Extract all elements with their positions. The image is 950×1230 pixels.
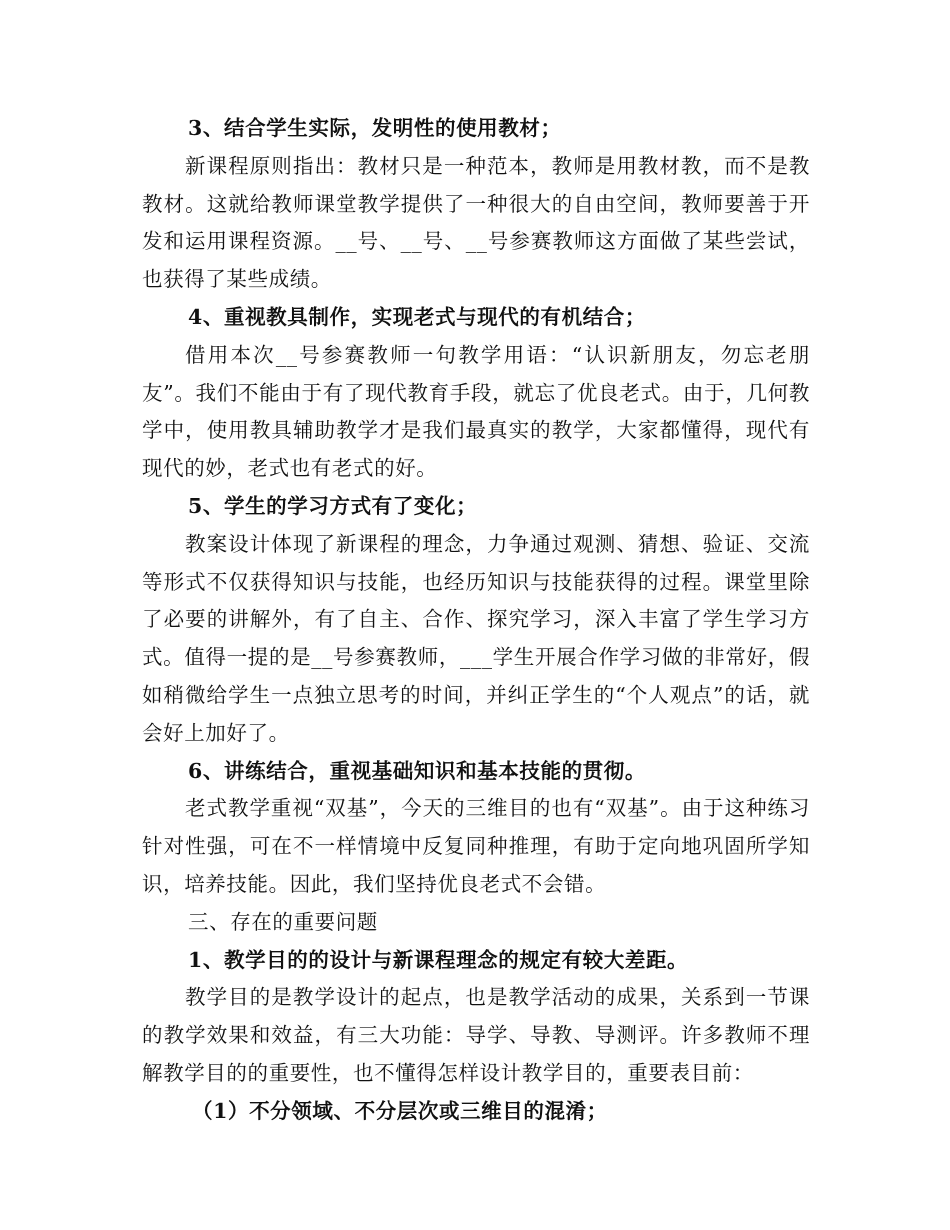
heading-item-6: 6、讲练结合，重视基础知识和基本技能的贯彻。 [188, 758, 646, 783]
heading-item-1: 1、教学目的的设计与新课程理念的规定有较大差距。 [188, 947, 689, 972]
heading-item-3: 3、结合学生实际，发明性的使用教材； [188, 116, 562, 140]
heading-item-5: 5、学生的学习方式有了变化； [188, 493, 478, 518]
body-paragraph: 教案设计体现了新课程的理念，力争通过观测、猜想、验证、交流等形式不仅获得知识与技能，也经历知识与技能获得的过程。课堂里除了必要的讲解外，有了自主、合作、探究学习，深入丰富了学生学习方式。值得一提的是__号参赛教师，___学生开展合作学习做的非常好，假如稍微给学生一点独立思考的时间，并纠正学生的“个人观点”的话，就会好上加好了。 [142, 531, 810, 745]
body-paragraph: 新课程原则指出：教材只是一种范本，教师是用教材教，而不是教教材。这就给教师课堂教学提供了一种很大的自由空间，教师要善于开发和运用课程资源。__号、__号、__号参赛教师这方面做了某些尝试，也获得了某些成绩。 [142, 153, 810, 292]
sub-heading-item-1: （1）不分领域、不分层次或三维目的混淆； [192, 1098, 608, 1123]
body-paragraph: 老式教学重视“双基”，今天的三维目的也有“双基”。由于这种练习针对性强，可在不一样情境中反复同种推理，有助于定向地巩固所学知识，培养技能。因此，我们坚持优良老式不会错。 [142, 796, 810, 896]
heading-item-4: 4、重视教具制作，实现老式与现代的有机结合； [188, 304, 646, 329]
body-paragraph: 借用本次__号参赛教师一句教学用语：“认识新朋友，勿忘老朋友”。我们不能由于有了现代教育手段，就忘了优良老式。由于，几何教学中，使用教具辅助教学才是我们最真实的教学，大家都懂得，现代有现代的妙，老式也有老式的好。 [142, 342, 810, 481]
body-paragraph: 教学目的是教学设计的起点，也是教学活动的成果，关系到一节课的教学效果和效益，有三大功能：导学、导教、导测评。许多教师不理解教学目的的重要性，也不懂得怎样设计教学目的，重要表目前： [142, 985, 810, 1085]
section-heading: 三、存在的重要问题 [188, 909, 378, 934]
